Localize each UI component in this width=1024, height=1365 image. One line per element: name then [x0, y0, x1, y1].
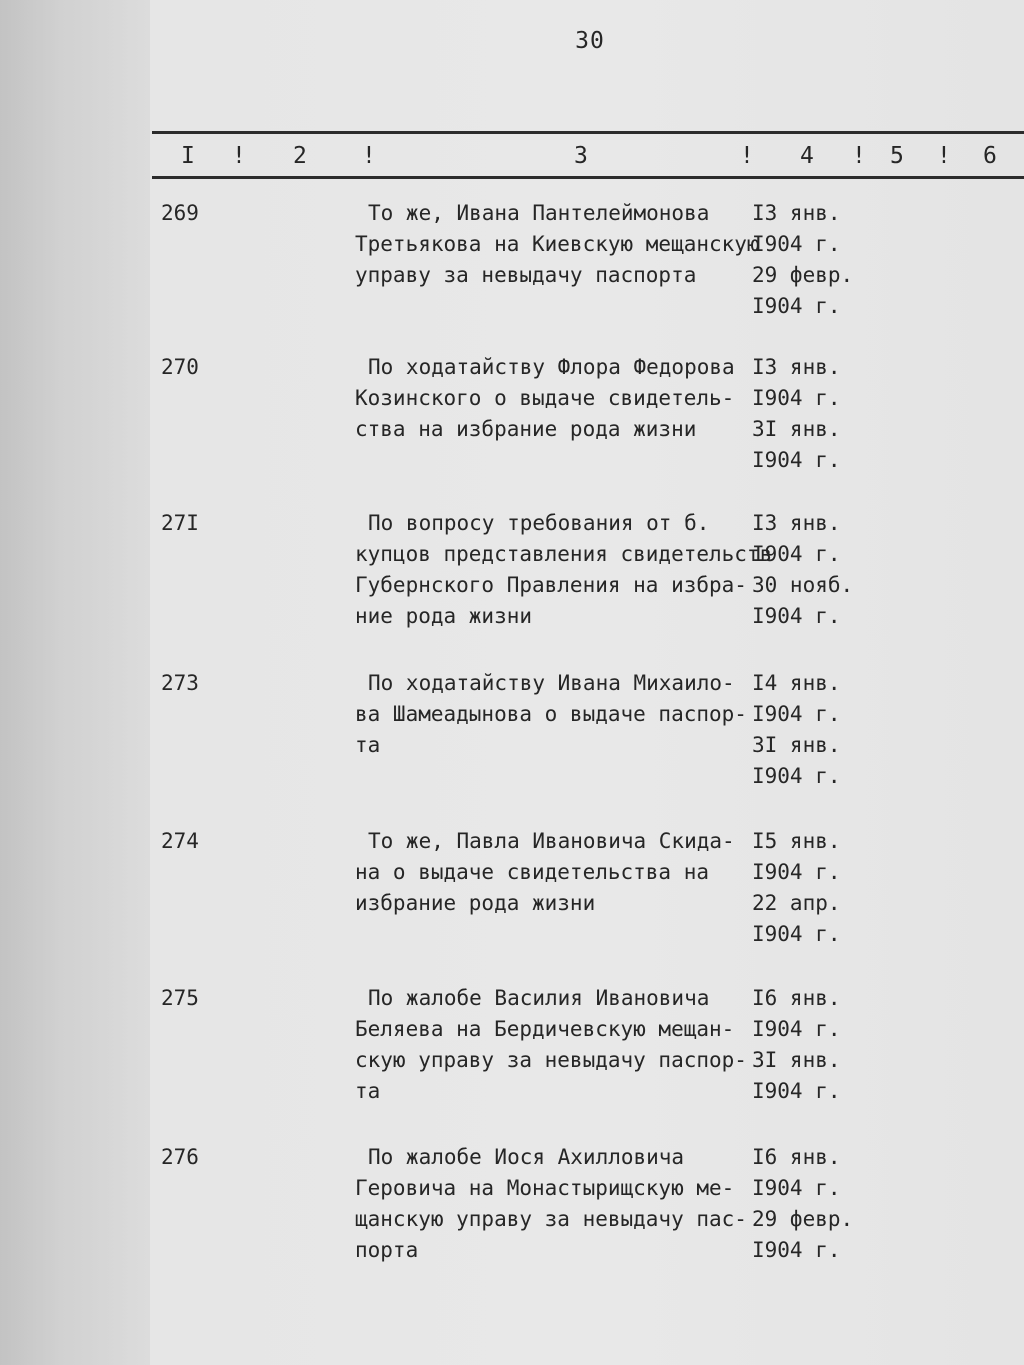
description-line: Третьякова на Киевскую мещанскую: [355, 232, 760, 256]
description-line: порта: [355, 1238, 419, 1262]
header-col-2: 2: [293, 143, 307, 169]
entry-number: 276: [161, 1145, 199, 1169]
entry-dates: [752, 352, 882, 476]
description-line: управу за невыдачу паспорта: [355, 263, 697, 287]
description-line: та: [355, 1079, 381, 1103]
date-line: I6 янв.: [752, 986, 841, 1010]
date-line: I904 г.: [752, 604, 841, 628]
header-col-5: 5: [890, 143, 904, 169]
entry-273: [0, 668, 1024, 828]
header-col-4: 4: [800, 143, 814, 169]
entry-description: [355, 1142, 765, 1266]
header-separator-5: !: [937, 143, 951, 169]
date-line: I904 г.: [752, 542, 841, 566]
header-col-1: I: [181, 143, 195, 169]
header-rule-bottom: [152, 176, 1024, 179]
date-line: I904 г.: [752, 702, 841, 726]
entry-number: 273: [161, 671, 199, 695]
header-separator-2: !: [362, 143, 376, 169]
date-line: I904 г.: [752, 1238, 841, 1262]
date-line: 29 февр.: [752, 1207, 854, 1231]
date-line: 22 апр.: [752, 891, 841, 915]
entry-276: [0, 1142, 1024, 1302]
entry-number: 270: [161, 355, 199, 379]
description-line: По жалобе Иося Ахилловича: [368, 1145, 685, 1169]
description-line: щанскую управу за невыдачу пас-: [355, 1207, 747, 1231]
description-line: ва Шамеадынова о выдаче паспор-: [355, 702, 747, 726]
entry-dates: [752, 668, 882, 792]
header-separator-1: !: [232, 143, 246, 169]
header-separator-4: !: [852, 143, 866, 169]
date-line: 3I янв.: [752, 733, 841, 757]
entry-269: [0, 198, 1024, 358]
header-col-6: 6: [983, 143, 997, 169]
entry-number: 269: [161, 201, 199, 225]
date-line: I904 г.: [752, 1017, 841, 1041]
page-number: 30: [575, 28, 605, 54]
date-line: I5 янв.: [752, 829, 841, 853]
entry-270: [0, 352, 1024, 512]
date-line: I904 г.: [752, 1079, 841, 1103]
entry-dates: [752, 198, 882, 322]
description-line: Козинского о выдаче свидетель-: [355, 386, 735, 410]
date-line: I3 янв.: [752, 511, 841, 535]
date-line: I6 янв.: [752, 1145, 841, 1169]
entry-description: [355, 198, 765, 291]
entry-description: [355, 352, 765, 445]
description-line: ства на избрание рода жизни: [355, 417, 697, 441]
date-line: 3I янв.: [752, 1048, 841, 1072]
date-line: I904 г.: [752, 922, 841, 946]
description-line: Геровича на Монастырищскую ме-: [355, 1176, 735, 1200]
date-line: I904 г.: [752, 1176, 841, 1200]
entry-description: [355, 668, 765, 761]
date-line: I904 г.: [752, 448, 841, 472]
entry-274: [0, 826, 1024, 986]
description-line: То же, Павла Ивановича Скида-: [368, 829, 735, 853]
description-line: избрание рода жизни: [355, 891, 596, 915]
entry-description: [355, 508, 773, 632]
entry-number: 275: [161, 986, 199, 1010]
date-line: I904 г.: [752, 860, 841, 884]
date-line: I904 г.: [752, 294, 841, 318]
date-line: 30 нояб.: [752, 573, 854, 597]
header-rule-top: [152, 131, 1024, 134]
description-line: купцов представления свидетельств: [355, 542, 773, 566]
description-line: скую управу за невыдачу паспор-: [355, 1048, 747, 1072]
description-line: То же, Ивана Пантелеймонова: [368, 201, 710, 225]
description-line: ние рода жизни: [355, 604, 533, 628]
description-line: По ходатайству Флора Федорова: [368, 355, 735, 379]
date-line: 29 февр.: [752, 263, 854, 287]
description-line: По вопросу требования от б.: [368, 511, 710, 535]
date-line: I3 янв.: [752, 201, 841, 225]
date-line: I4 янв.: [752, 671, 841, 695]
description-line: та: [355, 733, 381, 757]
description-line: на о выдаче свидетельства на: [355, 860, 710, 884]
entry-dates: [752, 1142, 882, 1266]
description-line: Беляева на Бердичевскую мещан-: [355, 1017, 735, 1041]
description-line: По ходатайству Ивана Михаило-: [368, 671, 735, 695]
entry-dates: [752, 983, 882, 1107]
entry-number: 27I: [161, 511, 199, 535]
date-line: I3 янв.: [752, 355, 841, 379]
description-line: По жалобе Василия Ивановича: [368, 986, 710, 1010]
date-line: I904 г.: [752, 764, 841, 788]
entry-number: 274: [161, 829, 199, 853]
date-line: I904 г.: [752, 386, 841, 410]
entry-description: [355, 983, 765, 1107]
entry-275: [0, 983, 1024, 1143]
header-separator-3: !: [740, 143, 754, 169]
date-line: I904 г.: [752, 232, 841, 256]
entry-description: [355, 826, 765, 919]
entry-dates: [752, 826, 882, 950]
entry-dates: [752, 508, 882, 632]
entry-271: [0, 508, 1024, 668]
header-col-3: 3: [574, 143, 588, 169]
date-line: 3I янв.: [752, 417, 841, 441]
description-line: Губернского Правления на избра-: [355, 573, 747, 597]
